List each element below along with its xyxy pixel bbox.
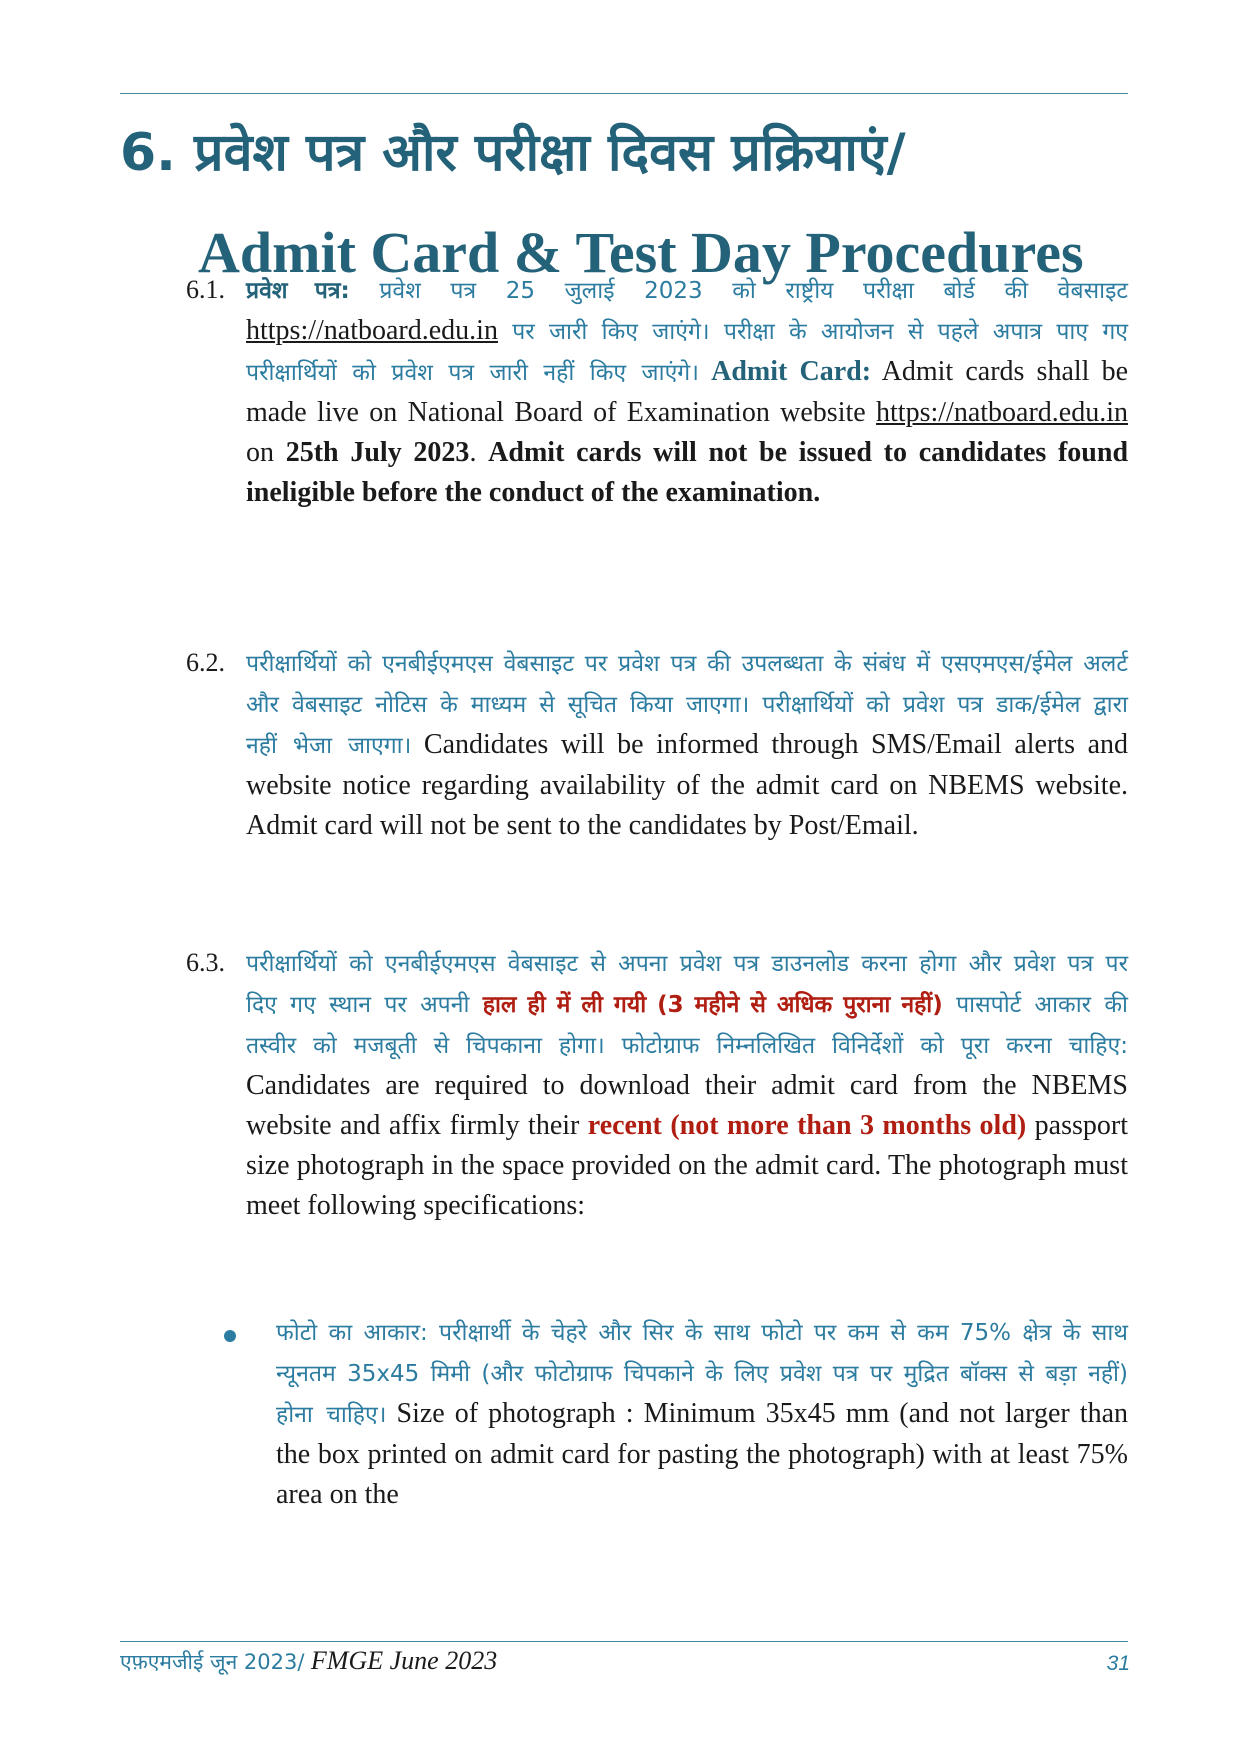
bottom-rule: [120, 1641, 1128, 1642]
english-text: on: [246, 437, 286, 468]
hindi-text: पर जारी किए जाएंगे। परीक्षा के आयोजन से पहले अपात्र पाए गए परीक्षार्थियों को प्रवेश पत्र जारी नहीं किए जाएंगे।: [246, 319, 1128, 386]
recent-photo-english: recent (not more than 3 months old): [587, 1110, 1027, 1141]
page-number: 31: [1106, 1652, 1130, 1675]
footer-title: [120, 1644, 497, 1679]
english-text: .: [469, 437, 489, 468]
english-text: Size of photograph : Minimum 35x45 mm (and not larger than the box printed on admit card for pasting the photograph) with at least 75% area on the: [276, 1398, 1128, 1510]
photo-size-bullet: [276, 1312, 1128, 1515]
hindi-text: परीक्षार्थियों को एनबीईएमएस वेबसाइट पर प्रवेश पत्र की उपलब्धता के संबंध में एसएमएस/ईमेल अलर्ट और वेबसाइट नोटिस के माध्यम से सूचित किया जाएगा। परीक्षार्थियों को प्रवेश पत्र डाक/ईमेल द्वारा नहीं भेजा जाएगा।: [246, 651, 1128, 759]
english-lead: Admit Card:: [711, 356, 872, 387]
hindi-lead: प्रवेश पत्र:: [246, 278, 350, 304]
clause-number: 6.1.: [186, 275, 225, 304]
footer-english: FMGE June 2023: [304, 1646, 498, 1675]
section-heading-hindi: [120, 118, 1130, 188]
clause-body: [246, 270, 1128, 513]
english-text: Candidates are required to download their admit card from the NBEMS website and affix firmly their: [246, 1070, 1128, 1141]
clause-number: 6.3.: [186, 948, 225, 977]
top-rule: [120, 93, 1128, 94]
hindi-text: पासपोर्ट आकार की तस्वीर को मजबूती से चिपकाना होगा। फोटोग्राफ निम्नलिखित विनिर्देशों को पूरा करना चाहिए:: [246, 992, 1128, 1059]
recent-photo-hindi: हाल ही में ली गयी (3 महीने से अधिक पुराना नहीं): [482, 992, 943, 1018]
hindi-text: फोटो का आकार: परीक्षार्थी के चेहरे और सिर के साथ फोटो पर कम से कम 75% क्षेत्र के साथ न्यूनतम 35x45 मिमी (और फोटोग्राफ चिपकाने के लिए प्रवेश पत्र पर मुद्रित बॉक्स से बड़ा नहीं) होना चाहिए।: [276, 1320, 1128, 1428]
natboard-link[interactable]: https://natboard.edu.in: [876, 397, 1128, 428]
clause-number: 6.2.: [186, 648, 225, 677]
english-text: Admit cards shall be made live on National Board of Examination website: [246, 356, 1129, 428]
clause-body: [246, 943, 1128, 1226]
section-heading-english: Admit Card & Test Day Procedures: [198, 220, 1084, 285]
release-date: 25th July 2023: [285, 437, 470, 468]
heading-hindi-text: प्रवेश पत्र और परीक्षा दिवस प्रक्रियाएं/: [194, 123, 906, 183]
footer-hindi: एफ़एमजीई जून 2023/: [120, 1650, 305, 1674]
hindi-text: परीक्षार्थियों को एनबीईएमएस वेबसाइट से अपना प्रवेश पत्र डाउनलोड करना होगा और प्रवेश पत्र पर दिए गए स्थान पर अपनी: [246, 951, 1128, 1018]
bullet-icon: [224, 1330, 236, 1342]
natboard-link[interactable]: https://natboard.edu.in: [246, 315, 498, 346]
hindi-text: प्रवेश पत्र 25 जुलाई 2023 को राष्ट्रीय परीक्षा बोर्ड की वेबसाइट: [349, 278, 1128, 304]
section-number: 6.: [120, 123, 176, 183]
clause-body: [246, 643, 1128, 846]
english-text: Candidates will be informed through SMS/Email alerts and website notice regarding availability of the admit card on NBEMS website. Admit card will not be sent to the candidates by Post/Email.: [246, 729, 1128, 841]
ineligible-notice: Admit cards will not be issued to candidates found ineligible before the conduct of the examination.: [246, 437, 1129, 508]
english-text: passport size photograph in the space provided on the admit card. The photograph must meet following specifications:: [246, 1110, 1128, 1221]
